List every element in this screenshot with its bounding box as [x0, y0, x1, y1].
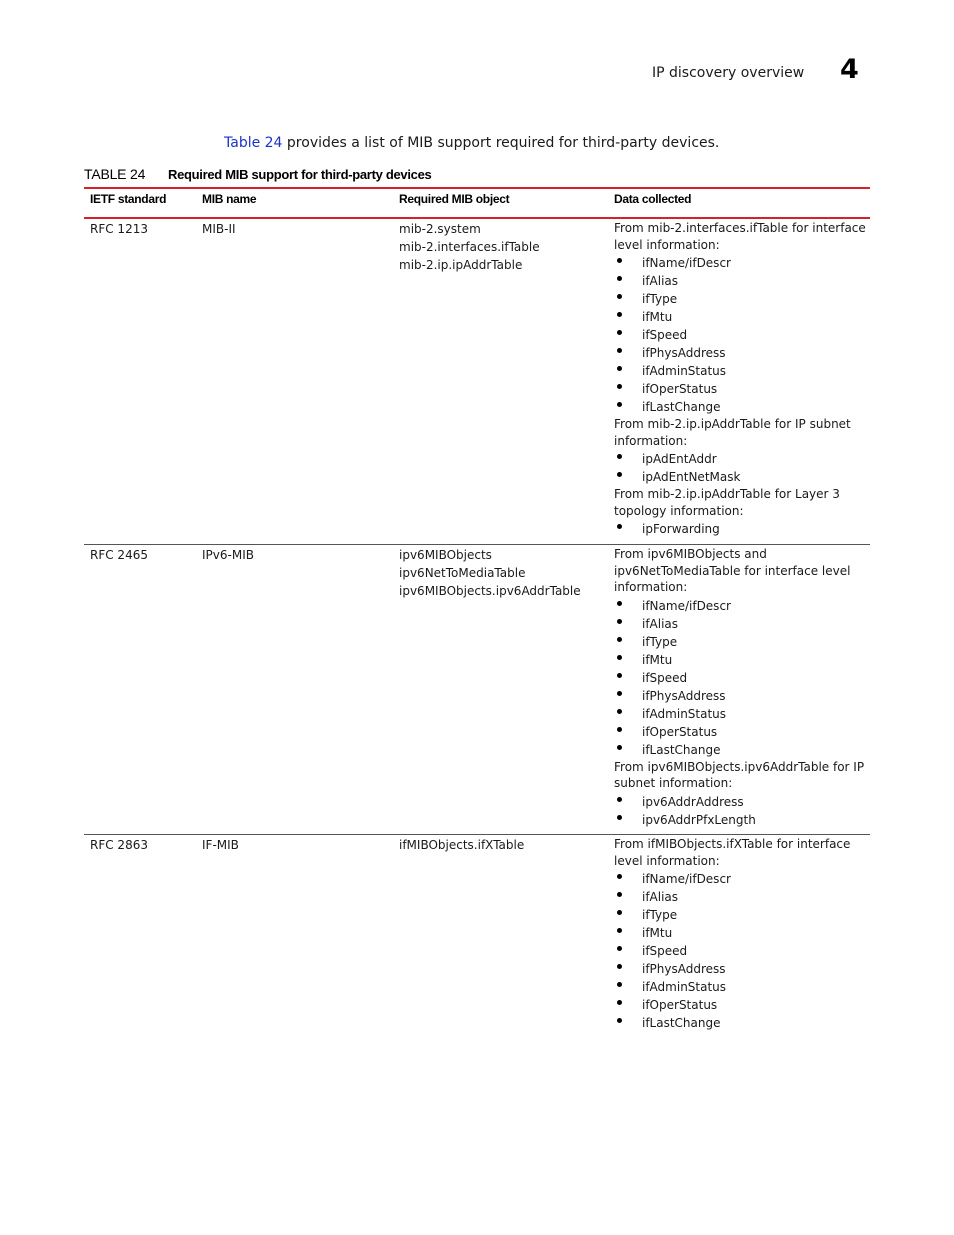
table-top-rule — [84, 187, 870, 189]
mib-object: mib-2.interfaces.ifTable — [399, 240, 540, 254]
data-description: From ipv6MIBObjects.ipv6AddrTable for IP subnet information: — [614, 759, 865, 790]
list-item — [614, 520, 870, 538]
mib-object: ipv6MIBObjects.ipv6AddrTable — [399, 584, 581, 598]
list-item-text: ifLastChange — [642, 742, 721, 757]
list-item-text: ifPhysAddress — [642, 688, 726, 703]
column-header-ietf-standard: IETF standard — [90, 192, 167, 206]
list-item — [614, 741, 870, 759]
column-header-required-mib-object: Required MIB object — [399, 192, 510, 206]
required-mib-object-cell — [399, 220, 540, 274]
list-item — [614, 924, 870, 942]
bullet-icon — [617, 472, 622, 477]
intro-paragraph — [224, 135, 719, 151]
list-item-text: ifMtu — [642, 310, 673, 324]
list-item — [614, 723, 870, 741]
list-item — [614, 793, 870, 811]
list-item-text: ifLastChange — [642, 1016, 721, 1030]
mib-object: mib-2.system — [399, 222, 481, 236]
list-item-text: ifName/ifDescr — [642, 872, 731, 886]
list-item — [614, 615, 870, 633]
list-item — [614, 308, 870, 326]
bullet-icon — [617, 673, 622, 678]
list-item — [614, 468, 870, 486]
bullet-icon — [617, 1018, 622, 1023]
intro-text: provides a list of MIB support required for third-party devices. — [282, 135, 720, 151]
bullet-icon — [617, 276, 622, 281]
list-item — [614, 978, 870, 996]
list-item-text: ifType — [642, 292, 678, 306]
list-item — [614, 870, 870, 888]
list-item-text: ipv6AddrAddress — [642, 794, 744, 809]
list-item — [614, 254, 870, 272]
bullet-icon — [617, 312, 622, 317]
list-item-text: ipAdEntNetMask — [642, 470, 741, 484]
list-item-text: ifType — [642, 634, 678, 649]
list-item-text: ifName/ifDescr — [642, 256, 731, 270]
bullet-icon — [617, 946, 622, 951]
column-header-data-collected: Data collected — [614, 192, 692, 206]
list-item-text: ifAlias — [642, 890, 679, 904]
row-divider — [84, 544, 870, 545]
table-title: Required MIB support for third-party devices — [168, 167, 432, 182]
bullet-icon — [617, 727, 622, 732]
data-description: From ipv6MIBObjects and ipv6NetToMediaTable for interface level information: — [614, 547, 851, 594]
bullet-icon — [617, 982, 622, 987]
list-item — [614, 450, 870, 468]
bullet-icon — [617, 745, 622, 750]
list-item-text: ifOperStatus — [642, 382, 718, 396]
bullet-icon — [617, 330, 622, 335]
list-item — [614, 888, 870, 906]
list-item-text: ifAdminStatus — [642, 706, 727, 721]
bullet-icon — [617, 874, 622, 879]
column-header-mib-name: MIB name — [202, 192, 257, 206]
list-item — [614, 597, 870, 615]
list-item-text: ifAlias — [642, 616, 679, 631]
bullet-icon — [617, 601, 622, 606]
list-item-text: ifName/ifDescr — [642, 598, 731, 613]
bullet-icon — [617, 1000, 622, 1005]
mib-object: ipv6NetToMediaTable — [399, 566, 526, 580]
list-item — [614, 326, 870, 344]
list-item-text: ifOperStatus — [642, 998, 718, 1012]
list-item-text: ifOperStatus — [642, 724, 718, 739]
list-item — [614, 811, 870, 829]
required-mib-object-cell — [399, 546, 581, 600]
list-item — [614, 669, 870, 687]
list-item-text: ifSpeed — [642, 670, 688, 685]
chapter-number: 4 — [840, 54, 859, 85]
mib-object: ipv6MIBObjects — [399, 548, 492, 562]
bullet-icon — [617, 928, 622, 933]
list-item — [614, 398, 870, 416]
list-item — [614, 996, 870, 1014]
mib-object: mib-2.ip.ipAddrTable — [399, 258, 523, 272]
data-description: From mib-2.interfaces.ifTable for interface level information: — [614, 221, 866, 252]
list-item-text: ifSpeed — [642, 944, 688, 958]
list-item-text: ifPhysAddress — [642, 346, 726, 360]
list-item — [614, 380, 870, 398]
table-caption — [84, 166, 431, 182]
list-item-text: ifMtu — [642, 652, 673, 667]
list-item — [614, 705, 870, 723]
bullet-icon — [617, 797, 622, 802]
list-item-text: ifType — [642, 908, 678, 922]
bullet-icon — [617, 619, 622, 624]
list-item — [614, 687, 870, 705]
list-item — [614, 344, 870, 362]
list-item-text: ifPhysAddress — [642, 962, 726, 976]
list-item — [614, 942, 870, 960]
list-item — [614, 633, 870, 651]
list-item — [614, 1014, 870, 1032]
data-description: From mib-2.ip.ipAddrTable for IP subnet information: — [614, 417, 851, 448]
bullet-icon — [617, 524, 622, 529]
table-header-rule — [84, 217, 870, 219]
list-item — [614, 906, 870, 924]
bullet-icon — [617, 910, 622, 915]
mib-name-cell: MIB-II — [202, 222, 236, 236]
list-item-text: ifMtu — [642, 926, 673, 940]
list-item-text: ifSpeed — [642, 328, 688, 342]
data-collected-cell — [614, 546, 870, 829]
mib-name-cell: IF-MIB — [202, 838, 239, 852]
bullet-icon — [617, 258, 622, 263]
bullet-icon — [617, 402, 622, 407]
data-description: From mib-2.ip.ipAddrTable for Layer 3 topology information: — [614, 487, 840, 518]
list-item-text: ifAlias — [642, 274, 679, 288]
bullet-icon — [617, 366, 622, 371]
data-collected-cell — [614, 220, 870, 538]
list-item — [614, 362, 870, 380]
bullet-icon — [617, 892, 622, 897]
data-collected-cell — [614, 836, 870, 1032]
required-mib-object-cell — [399, 836, 524, 854]
list-item-text: ifLastChange — [642, 400, 721, 414]
row-divider — [84, 834, 870, 835]
bullet-icon — [617, 454, 622, 459]
list-item-text: ifAdminStatus — [642, 980, 727, 994]
section-title: IP discovery overview — [652, 65, 805, 81]
bullet-icon — [617, 294, 622, 299]
mib-name-cell: IPv6-MIB — [202, 548, 254, 562]
list-item — [614, 272, 870, 290]
data-description: From ifMIBObjects.ifXTable for interface level information: — [614, 837, 851, 868]
ietf-standard-cell: RFC 1213 — [90, 222, 148, 236]
bullet-icon — [617, 815, 622, 820]
table-number: TABLE 24 — [84, 166, 146, 182]
bullet-icon — [617, 348, 622, 353]
list-item-text: ipAdEntAddr — [642, 452, 717, 466]
list-item-text: ipv6AddrPfxLength — [642, 812, 756, 827]
bullet-icon — [617, 637, 622, 642]
bullet-icon — [617, 964, 622, 969]
table-reference-link[interactable]: Table 24 — [224, 135, 283, 151]
list-item — [614, 290, 870, 308]
list-item-text: ifAdminStatus — [642, 364, 727, 378]
bullet-icon — [617, 691, 622, 696]
ietf-standard-cell: RFC 2863 — [90, 838, 148, 852]
mib-object: ifMIBObjects.ifXTable — [399, 838, 525, 852]
bullet-icon — [617, 384, 622, 389]
list-item — [614, 651, 870, 669]
bullet-icon — [617, 655, 622, 660]
bullet-icon — [617, 709, 622, 714]
list-item — [614, 960, 870, 978]
list-item-text: ipForwarding — [642, 522, 720, 536]
ietf-standard-cell: RFC 2465 — [90, 548, 148, 562]
